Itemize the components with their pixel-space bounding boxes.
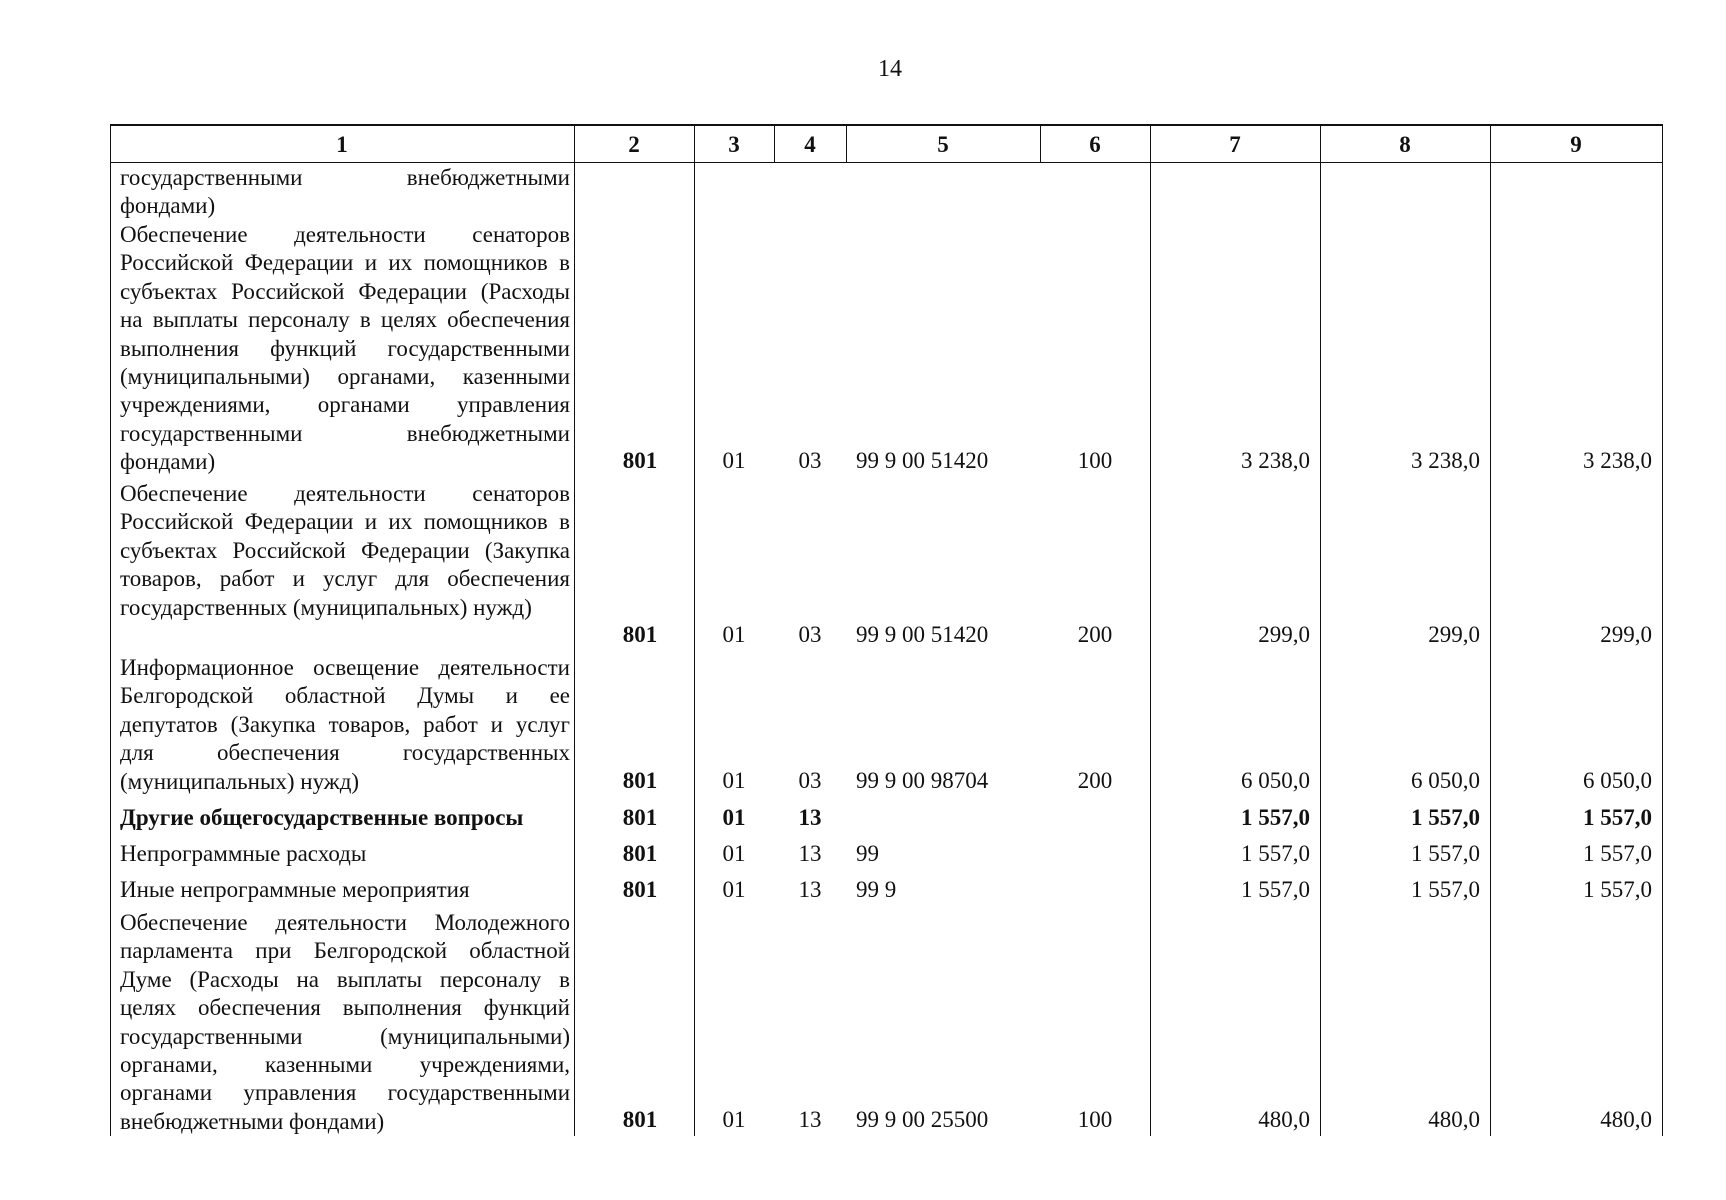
row-1-col-7: 3 238,0 [1241, 448, 1310, 473]
row-1-col-4: 03 [798, 448, 822, 473]
row-5-description: Непрограммные расходы [120, 841, 367, 866]
row-3-col-8: 6 050,0 [1411, 768, 1480, 793]
row-2-col-5: 99 9 00 51420 [856, 622, 989, 647]
row-7-col-6: 100 [1077, 1107, 1113, 1132]
header-col-3: 3 [728, 132, 740, 157]
table-right-border [1662, 124, 1663, 1136]
row-3-col-4: 03 [798, 768, 822, 793]
row-4-description: Другие общегосударственные вопросы [120, 805, 524, 830]
header-col-7: 7 [1229, 132, 1241, 157]
row-7-col-9: 480,0 [1600, 1107, 1652, 1132]
row-2-col-4: 03 [798, 622, 822, 647]
row-6-col-9: 1 557,0 [1583, 877, 1652, 902]
row-6-col-5: 99 9 [856, 877, 897, 902]
page-number: 14 [878, 56, 902, 82]
row-5-col-2: 801 [622, 841, 658, 866]
row-5-col-3: 01 [722, 841, 746, 866]
row-2-col-9: 299,0 [1600, 622, 1652, 647]
header-col-8: 8 [1399, 132, 1411, 157]
row-2-description: Обеспечение деятельности сенаторов Российской Федерации и их помощников в субъектах Российской Федерации (Закупка товаров, работ и услуг для обеспечения государственных (муниципальных) нужд) [120, 481, 570, 620]
row-5-col-9: 1 557,0 [1583, 841, 1652, 866]
row-5-col-8: 1 557,0 [1411, 841, 1480, 866]
row-6-col-2: 801 [622, 877, 658, 902]
table-left-border [110, 124, 111, 1136]
row-7-col-4: 13 [798, 1107, 822, 1132]
row-2-col-2: 801 [622, 622, 658, 647]
row-5-col-7: 1 557,0 [1241, 841, 1310, 866]
row-4-col-7: 1 557,0 [1241, 805, 1310, 830]
row-7-col-7: 480,0 [1258, 1107, 1310, 1132]
column-divider-1 [574, 124, 575, 1136]
row-3-col-2: 801 [622, 768, 658, 793]
row-6-col-3: 01 [722, 877, 746, 902]
row-6-col-8: 1 557,0 [1411, 877, 1480, 902]
row-5-col-5: 99 [856, 841, 879, 866]
row-7-col-8: 480,0 [1428, 1107, 1480, 1132]
row-4-col-3: 01 [722, 805, 746, 830]
row-2-col-3: 01 [722, 622, 746, 647]
row-6-col-4: 13 [798, 877, 822, 902]
row-3-col-6: 200 [1077, 768, 1113, 793]
row-3-description: Информационное освещение деятельности Белгородской областной Думы и ее депутатов (Закупка товаров, работ и услуг для обеспечения государственных (муниципальных) нужд) [120, 655, 570, 794]
row-1-description: Обеспечение деятельности сенаторов Российской Федерации и их помощников в субъектах Российской Федерации (Расходы на выплаты персоналу в целях обеспечения выполнения функций государственными (муниципальными) органами, казенными учреждениями, органами управления государственными внебюджетными фондами) [120, 222, 570, 475]
row-2-col-8: 299,0 [1428, 622, 1480, 647]
row-4-col-2: 801 [622, 805, 658, 830]
header-col-9: 9 [1570, 132, 1582, 157]
table-top-border [110, 124, 1662, 126]
row-4-col-4: 13 [798, 805, 822, 830]
table-header-divider [110, 162, 1662, 163]
row-3-col-9: 6 050,0 [1583, 768, 1652, 793]
row-3-col-5: 99 9 00 98704 [856, 768, 989, 793]
row-1-col-2: 801 [622, 448, 658, 473]
row-7-col-2: 801 [622, 1107, 658, 1132]
header-col-2: 2 [628, 132, 640, 157]
row-7-col-3: 01 [722, 1107, 746, 1132]
row-6-col-7: 1 557,0 [1241, 877, 1310, 902]
row-2-col-7: 299,0 [1258, 622, 1310, 647]
row-5-col-4: 13 [798, 841, 822, 866]
row-4-col-9: 1 557,0 [1583, 805, 1652, 830]
row-1-col-3: 01 [722, 448, 746, 473]
header-col-4: 4 [804, 132, 816, 157]
header-col-5: 5 [937, 132, 949, 157]
row-6-description: Иные непрограммные мероприятия [120, 877, 470, 902]
row-2-col-6: 200 [1077, 622, 1113, 647]
row-1-col-8: 3 238,0 [1411, 448, 1480, 473]
row-1-col-9: 3 238,0 [1583, 448, 1652, 473]
row-3-col-7: 6 050,0 [1241, 768, 1310, 793]
row-7-col-5: 99 9 00 25500 [856, 1107, 989, 1132]
row-3-col-3: 01 [722, 768, 746, 793]
header-col-6: 6 [1089, 132, 1101, 157]
header-col-1: 1 [336, 132, 348, 157]
row-0-description: государственными внебюджетными фондами) [120, 165, 570, 219]
row-1-col-6: 100 [1077, 448, 1113, 473]
budget-table [110, 124, 1662, 1136]
row-1-col-5: 99 9 00 51420 [856, 448, 989, 473]
row-7-description: Обеспечение деятельности Молодежного парламента при Белгородской областной Думе (Расходы на выплаты персоналу в целях обеспечения выполнения функций государственными (муниципальными) органами, казенными учреждениями, органами управления государственными внебюджетными фондами) [120, 910, 570, 1134]
row-4-col-8: 1 557,0 [1411, 805, 1480, 830]
